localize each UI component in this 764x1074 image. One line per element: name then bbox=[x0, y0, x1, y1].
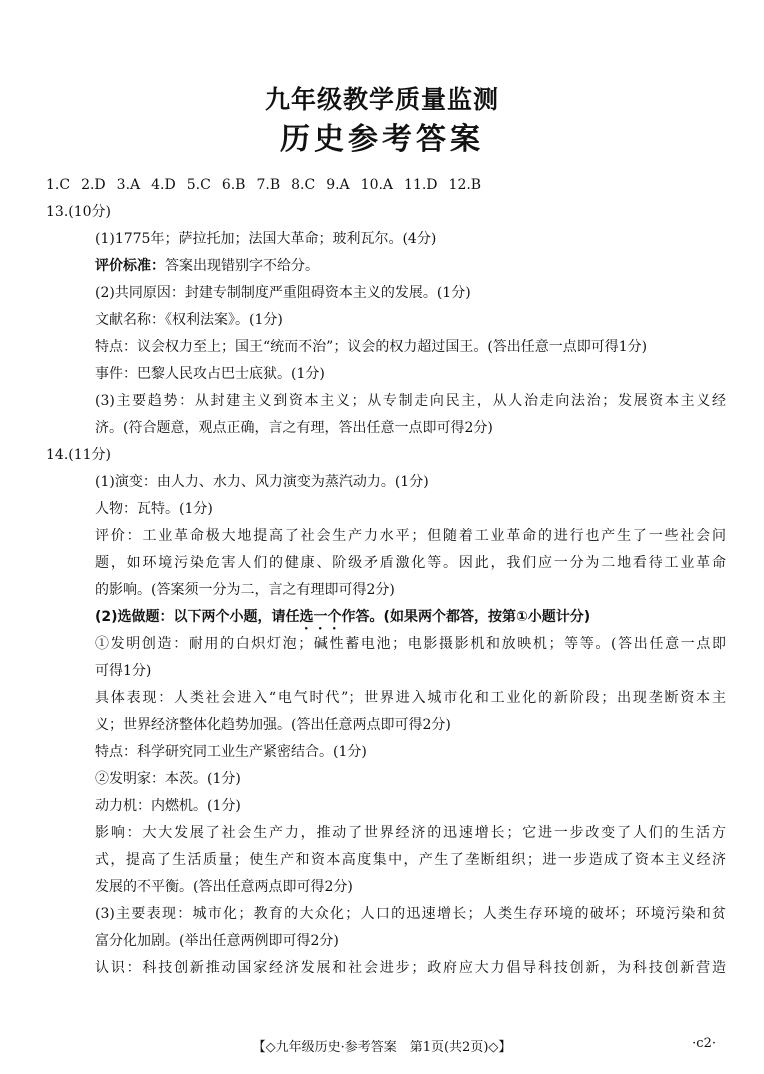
answer-line: ①发明创造：耐用的白炽灯泡；碱性蓄电池；电影摄影机和放映机；等等。(答出任意一点即 bbox=[95, 636, 726, 652]
answer-item: 9.A bbox=[326, 177, 350, 193]
answer-line: 影响：大大发展了社会生产力，推动了世界经济的迅速增长；它进一步改变了人们的生活方 bbox=[95, 825, 726, 841]
page-footer: 【◇九年级历史·参考答案 第1页(共2页)◇】 bbox=[252, 1040, 512, 1055]
answer-line: 事件：巴黎人民攻占巴士底狱。(1分) bbox=[95, 366, 325, 382]
answer-line: 富分化加剧。(举出任意两例即可得2分) bbox=[95, 933, 339, 949]
answer-line: 特点：议会权力至上；国王“统而不治”；议会的权力超过国王。(答出任意一点即可得1分) bbox=[95, 339, 648, 355]
exam-title: 九年级教学质量监测 bbox=[264, 85, 499, 114]
emphasized-text: 选一个 bbox=[299, 609, 342, 625]
answer-item: 2.D bbox=[81, 177, 106, 193]
answer-key-title: 历史参考答案 bbox=[280, 122, 484, 157]
answer-line: (3)主要趋势：从封建主义到资本主义；从专制走向民主，从人治走向法治；发展资本主义经 bbox=[95, 393, 726, 409]
answer-item: 11.D bbox=[404, 177, 438, 193]
answer-line: 题，如环境污染危害人们的健康、阶级矛盾激化等。因此，我们应一分为二地看待工业革命 bbox=[95, 555, 726, 571]
answer-line: 特点：科学研究同工业生产紧密结合。(1分) bbox=[95, 744, 367, 760]
answer-line: 发展的不平衡。(答出任意两点即可得2分) bbox=[95, 879, 353, 895]
answer-line: 认识：科技创新推动国家经济发展和社会进步；政府应大力倡导科技创新，为科技创新营造 bbox=[95, 960, 726, 976]
answer-item: 1.C bbox=[46, 177, 71, 193]
answer-item: 8.C bbox=[291, 177, 316, 193]
multiple-choice-answers bbox=[46, 172, 726, 199]
answer-line: 的影响。(答案须一分为二，言之有理即可得2分) bbox=[95, 582, 395, 598]
grading-standard-text: 答案出现错别字不给分。 bbox=[165, 258, 319, 274]
answer-item: 5.C bbox=[186, 177, 211, 193]
answer-item: 7.B bbox=[256, 177, 281, 193]
answer-line: 济。(符合题意，观点正确，言之有理，答出任意一点即可得2分) bbox=[95, 420, 493, 436]
answer-item: 12.B bbox=[448, 177, 482, 193]
question-13-heading: 13.(10分) bbox=[46, 204, 112, 220]
grading-standard-label: 评价标准： bbox=[95, 258, 165, 274]
answer-body bbox=[46, 172, 726, 982]
answer-line: 义；世界经济整体化趋势加强。(答出任意两点即可得2分) bbox=[95, 717, 451, 733]
answer-line: (2)共同原因：封建专制制度严重阻碍资本主义的发展。(1分) bbox=[95, 285, 471, 301]
answer-line: 人物：瓦特。(1分) bbox=[95, 501, 213, 517]
answer-item: 4.D bbox=[151, 177, 176, 193]
answer-line: (3)主要表现：城市化；教育的大众化；人口的迅速增长；人类生存环境的破坏；环境污染和贫 bbox=[95, 906, 726, 922]
answer-line: 具体表现：人类社会进入“电气时代”；世界进入城市化和工业化的新阶段；出现垄断资本主 bbox=[95, 690, 726, 706]
page-code: ·c2· bbox=[692, 1036, 716, 1051]
answer-item: 6.B bbox=[221, 177, 246, 193]
question-14-heading: 14.(11分) bbox=[46, 447, 112, 463]
answer-line: 评价：工业革命极大地提高了社会生产力水平；但随着工业革命的进行也产生了一些社会问 bbox=[95, 528, 726, 544]
answer-line: 可得1分) bbox=[95, 663, 152, 679]
elective-instruction-part: 作答。(如果两个都答，按第①小题计分) bbox=[341, 609, 591, 625]
answer-item: 10.A bbox=[360, 177, 394, 193]
answer-item: 3.A bbox=[116, 177, 141, 193]
answer-line: 式，提高了生活质量；使生产和资本高度集中，产生了垄断组织；进一步造成了资本主义经济 bbox=[95, 852, 726, 868]
elective-instruction-line bbox=[46, 604, 726, 631]
answer-line: 动力机：内燃机。(1分) bbox=[95, 798, 241, 814]
answer-line: ②发明家：本茨。(1分) bbox=[95, 771, 241, 787]
answer-line: (1)演变：由人力、水力、风力演变为蒸汽动力。(1分) bbox=[95, 474, 429, 490]
grading-standard-line bbox=[46, 253, 726, 280]
answer-line: 文献名称：《权利法案》。(1分) bbox=[95, 312, 283, 328]
elective-instruction-part: (2)选做题：以下两个小题，请任 bbox=[95, 609, 300, 625]
answer-line: (1)1775年；萨拉托加；法国大革命；玻利瓦尔。(4分) bbox=[95, 231, 437, 247]
